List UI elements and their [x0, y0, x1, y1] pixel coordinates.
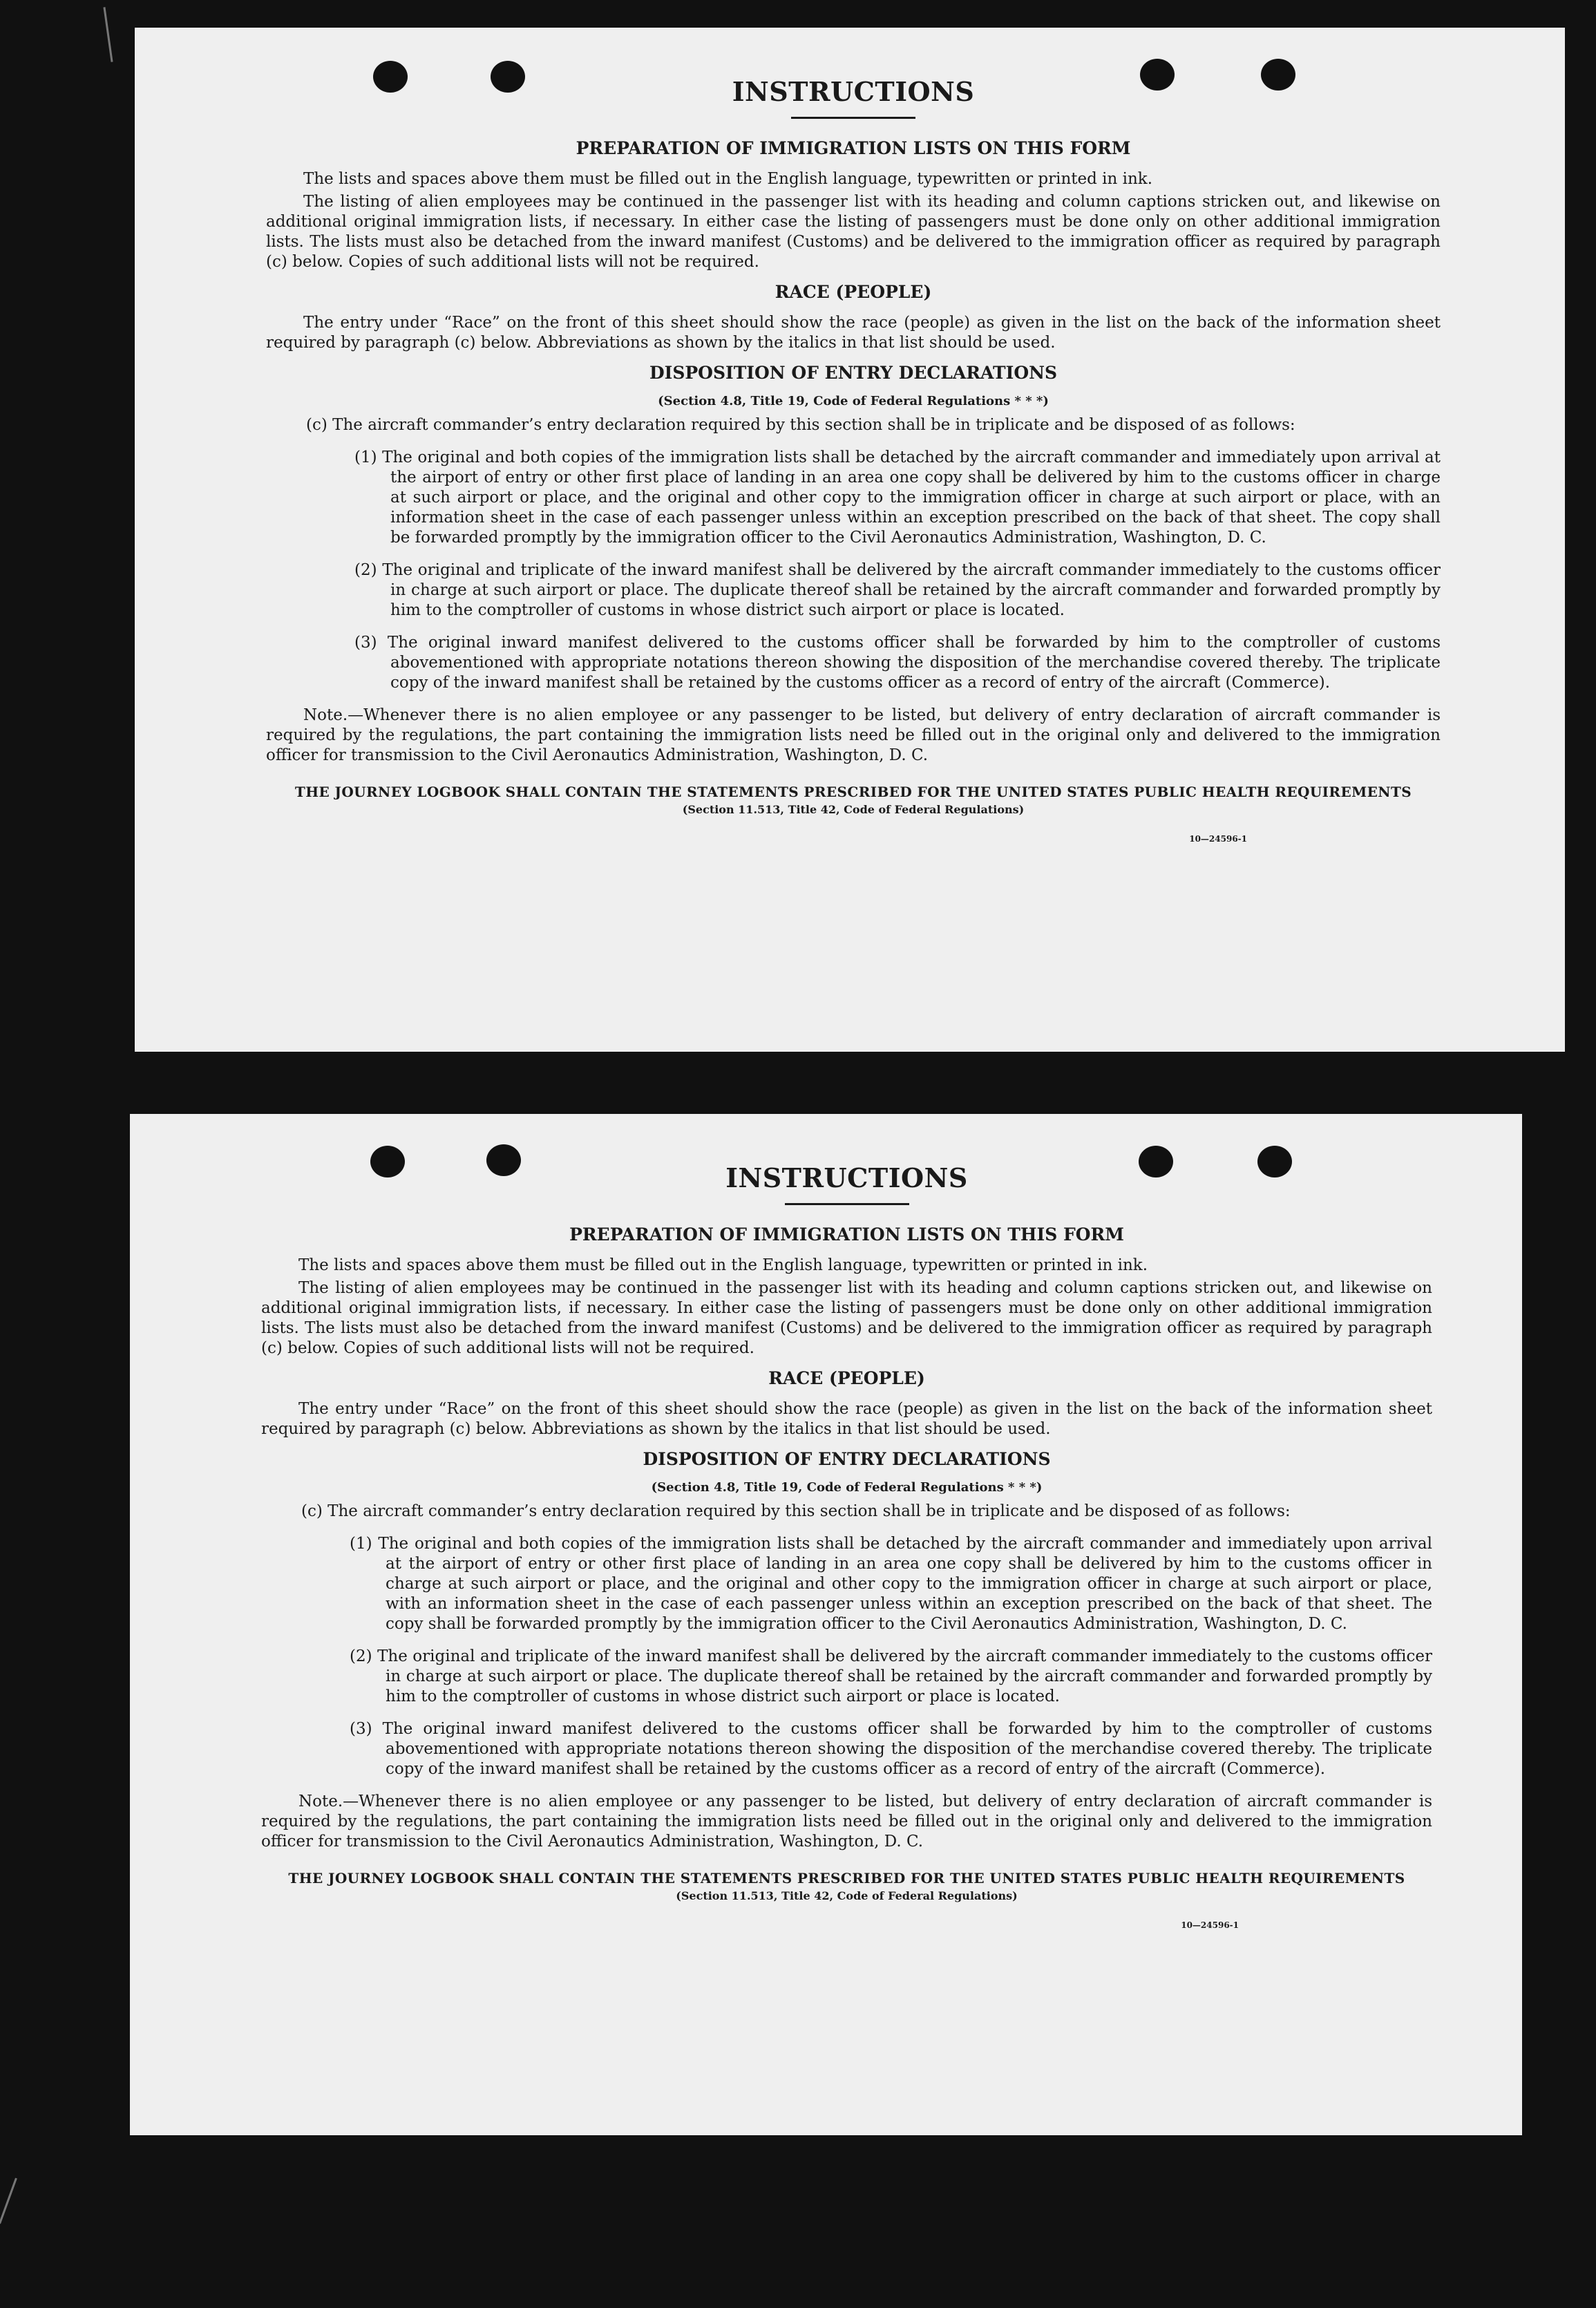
journey-logbook-reference: (Section 11.513, Title 42, Code of Federal Regulations)	[682, 803, 1025, 816]
journey-logbook-heading: THE JOURNEY LOGBOOK SHALL CONTAIN THE STATEMENTS PRESCRIBED FOR THE UNITED STATES PUBLIC HEALTH REQUIREMENTS	[288, 1870, 1405, 1886]
disposition-item-2: (2) The original and triplicate of the inward manifest shall be delivered by the aircraft commander immediately to the customs officer in charge at such airport or place. The duplicate thereof shall be retained by the aircraft commander and forwarded promptly by him to the comptroller of customs in whose district such airport or place is located.	[354, 561, 1441, 619]
sheet-content	[261, 1155, 1432, 1930]
journey-logbook-reference: (Section 11.513, Title 42, Code of Federal Regulations)	[676, 1889, 1018, 1902]
note-paragraph: Note.—Whenever there is no alien employee or any passenger to be listed, but delivery of entry declaration of aircraft commander is required by the regulations, the part containing the immigration lists need be filled out in the original only and delivered to the immigration officer for transmission to the Civil Aeronautics Administration, Washington, D. C.	[266, 706, 1441, 764]
form-number: 10—24596-1	[1189, 834, 1247, 844]
race-heading: RACE (PEOPLE)	[768, 1368, 925, 1388]
instruction-sheet-top	[135, 28, 1565, 1052]
preparation-heading: PREPARATION OF IMMIGRATION LISTS ON THIS FORM	[576, 138, 1131, 158]
disposition-item-3: (3) The original inward manifest delivered to the customs officer shall be forwarded by him to the comptroller of customs abovementioned with appropriate notations thereon showing the disposition of the merchandise covered thereby. The triplicate copy of the inward manifest shall be retained by the customs officer as a record of entry of the aircraft (Commerce).	[354, 634, 1441, 692]
sheet-content	[266, 69, 1441, 844]
title-rule	[791, 117, 915, 119]
disposition-item-3: (3) The original inward manifest delivered to the customs officer shall be forwarded by him to the comptroller of customs abovementioned with appropriate notations thereon showing the disposition of the merchandise covered thereby. The triplicate copy of the inward manifest shall be retained by the customs officer as a record of entry of the aircraft (Commerce).	[350, 1720, 1432, 1778]
form-number: 10—24596-1	[1181, 1920, 1239, 1930]
title-rule	[785, 1203, 909, 1205]
race-paragraph: The entry under “Race” on the front of this sheet should show the race (people) as given in the list on the back of the information sheet required by paragraph (c) below. Abbreviations as shown by the italics in that list should be used.	[266, 314, 1441, 352]
scan-artifact	[0, 2178, 17, 2224]
disposition-clause-c: (c) The aircraft commander’s entry declaration required by this section shall be in triplicate and be disposed of as follows:	[306, 416, 1295, 434]
preparation-paragraph-2: The listing of alien employees may be continued in the passenger list with its heading and column captions stricken out, and likewise on additional original immigration lists, if necessary. In either case the listing of passengers must be done only on other additional immigration lists. The lists must also be detached from the inward manifest (Customs) and be delivered to the immigration officer as required by paragraph (c) below. Copies of such additional lists will not be required.	[261, 1279, 1432, 1357]
disposition-heading: DISPOSITION OF ENTRY DECLARATIONS	[649, 363, 1058, 383]
race-heading: RACE (PEOPLE)	[775, 282, 932, 302]
disposition-reference: (Section 4.8, Title 19, Code of Federal Regulations * * *)	[658, 394, 1049, 408]
preparation-paragraph-1: The lists and spaces above them must be filled out in the English language, typewritten or printed in ink.	[303, 170, 1153, 188]
disposition-item-1: (1) The original and both copies of the immigration lists shall be detached by the aircraft commander and immediately upon arrival at the airport of entry or other first place of landing in an area one copy shall be delivered by him to the customs officer in charge at such airport or place, and the original and other copy to the immigration officer in charge at such airport or place, with an information sheet in the case of each passenger unless within an exception prescribed on the back of that sheet. The copy shall be forwarded promptly by the immigration officer to the Civil Aeronautics Administration, Washington, D. C.	[350, 1535, 1432, 1633]
preparation-heading: PREPARATION OF IMMIGRATION LISTS ON THIS FORM	[569, 1224, 1124, 1245]
scan-artifact	[103, 7, 113, 62]
instruction-sheet-bottom	[130, 1114, 1522, 2135]
disposition-item-1: (1) The original and both copies of the immigration lists shall be detached by the aircraft commander and immediately upon arrival at the airport of entry or other first place of landing in an area one copy shall be delivered by him to the customs officer in charge at such airport or place, and the original and other copy to the immigration officer in charge at such airport or place, with an information sheet in the case of each passenger unless within an exception prescribed on the back of that sheet. The copy shall be forwarded promptly by the immigration officer to the Civil Aeronautics Administration, Washington, D. C.	[354, 448, 1441, 547]
race-paragraph: The entry under “Race” on the front of this sheet should show the race (people) as given in the list on the back of the information sheet required by paragraph (c) below. Abbreviations as shown by the italics in that list should be used.	[261, 1400, 1432, 1438]
note-paragraph: Note.—Whenever there is no alien employee or any passenger to be listed, but delivery of entry declaration of aircraft commander is required by the regulations, the part containing the immigration lists need be filled out in the original only and delivered to the immigration officer for transmission to the Civil Aeronautics Administration, Washington, D. C.	[261, 1793, 1432, 1851]
preparation-paragraph-1: The lists and spaces above them must be filled out in the English language, typewritten or printed in ink.	[298, 1256, 1148, 1274]
disposition-heading: DISPOSITION OF ENTRY DECLARATIONS	[643, 1449, 1051, 1469]
disposition-clause-c: (c) The aircraft commander’s entry declaration required by this section shall be in triplicate and be disposed of as follows:	[301, 1502, 1291, 1520]
journey-logbook-heading: THE JOURNEY LOGBOOK SHALL CONTAIN THE STATEMENTS PRESCRIBED FOR THE UNITED STATES PUBLIC HEALTH REQUIREMENTS	[294, 784, 1412, 800]
page-title: INSTRUCTIONS	[725, 1162, 968, 1193]
preparation-paragraph-2: The listing of alien employees may be continued in the passenger list with its heading and column captions stricken out, and likewise on additional original immigration lists, if necessary. In either case the listing of passengers must be done only on other additional immigration lists. The lists must also be detached from the inward manifest (Customs) and be delivered to the immigration officer as required by paragraph (c) below. Copies of such additional lists will not be required.	[266, 193, 1441, 271]
page-title: INSTRUCTIONS	[732, 76, 975, 107]
disposition-item-2: (2) The original and triplicate of the inward manifest shall be delivered by the aircraft commander immediately to the customs officer in charge at such airport or place. The duplicate thereof shall be retained by the aircraft commander and forwarded promptly by him to the comptroller of customs in whose district such airport or place is located.	[350, 1647, 1432, 1705]
disposition-reference: (Section 4.8, Title 19, Code of Federal Regulations * * *)	[651, 1480, 1043, 1495]
